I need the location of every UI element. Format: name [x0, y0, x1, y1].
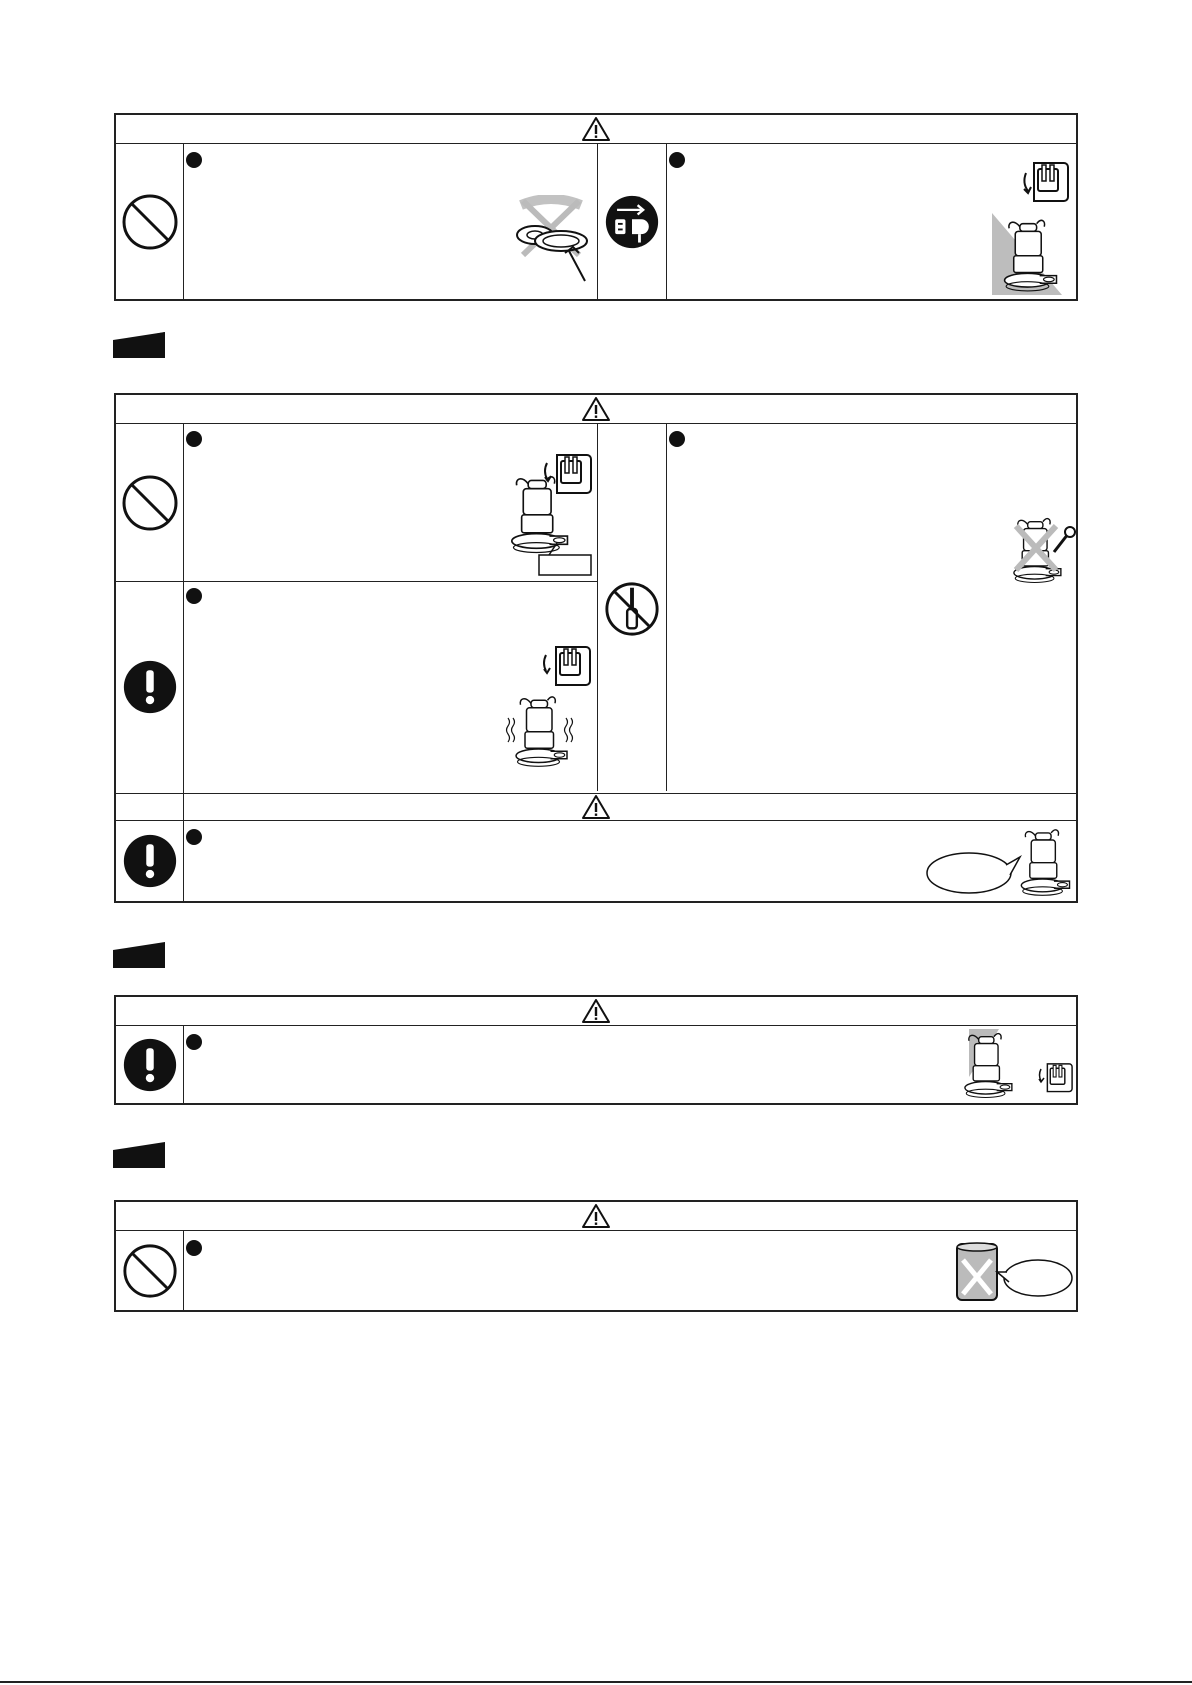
- warning-triangle-icon: [581, 1203, 611, 1229]
- warning-header: [116, 1202, 1076, 1231]
- page-bottom-rule: [0, 1681, 1192, 1683]
- section-marker-2: [113, 942, 165, 973]
- warning-header: [116, 997, 1076, 1026]
- warning-triangle-icon: [581, 396, 611, 422]
- pump-inspection-illustration: [511, 195, 591, 295]
- no-disassembly-icon: [597, 424, 666, 793]
- warning-triangle-icon: [581, 794, 611, 820]
- bullet-icon: [186, 1240, 202, 1256]
- switch-off-icon: [538, 643, 594, 692]
- bullet-icon: [186, 1034, 202, 1050]
- unplug-icon: [597, 144, 666, 299]
- section-marker-3: [113, 1142, 165, 1173]
- bullet-icon: [669, 152, 685, 168]
- warning-block-2: [114, 393, 1078, 903]
- mandatory-icon: [116, 581, 183, 793]
- warning-header: [116, 115, 1076, 144]
- mandatory-icon: [116, 1026, 183, 1103]
- pump-wrench-illustration: [1006, 512, 1078, 597]
- section-marker-1: [113, 332, 165, 363]
- container-speech-illustration: [941, 1242, 1073, 1309]
- bullet-icon: [186, 431, 202, 447]
- vibrating-pump-illustration: [504, 688, 576, 783]
- prohibited-icon: [116, 144, 183, 299]
- bullet-icon: [186, 152, 202, 168]
- warning-header: [116, 793, 1076, 821]
- bullet-icon: [186, 588, 202, 604]
- warning-header: [116, 395, 1076, 424]
- warning-block-1: [114, 113, 1078, 301]
- switch-off-pump-illustration: [992, 211, 1062, 302]
- warning-block-4: [114, 1200, 1078, 1312]
- warning-triangle-icon: [581, 998, 611, 1024]
- pump-switch-off-illustration: [959, 1027, 1077, 1108]
- warning-triangle-icon: [581, 116, 611, 142]
- pump-speech-illustration: [926, 823, 1076, 908]
- mandatory-icon: [116, 821, 183, 901]
- bullet-icon: [186, 829, 202, 845]
- pump-switch-illustration: [501, 451, 595, 582]
- switch-off-icon: [1018, 159, 1072, 208]
- warning-block-3: [114, 995, 1078, 1105]
- prohibited-icon: [116, 1231, 183, 1310]
- prohibited-icon: [116, 424, 183, 581]
- bullet-icon: [669, 431, 685, 447]
